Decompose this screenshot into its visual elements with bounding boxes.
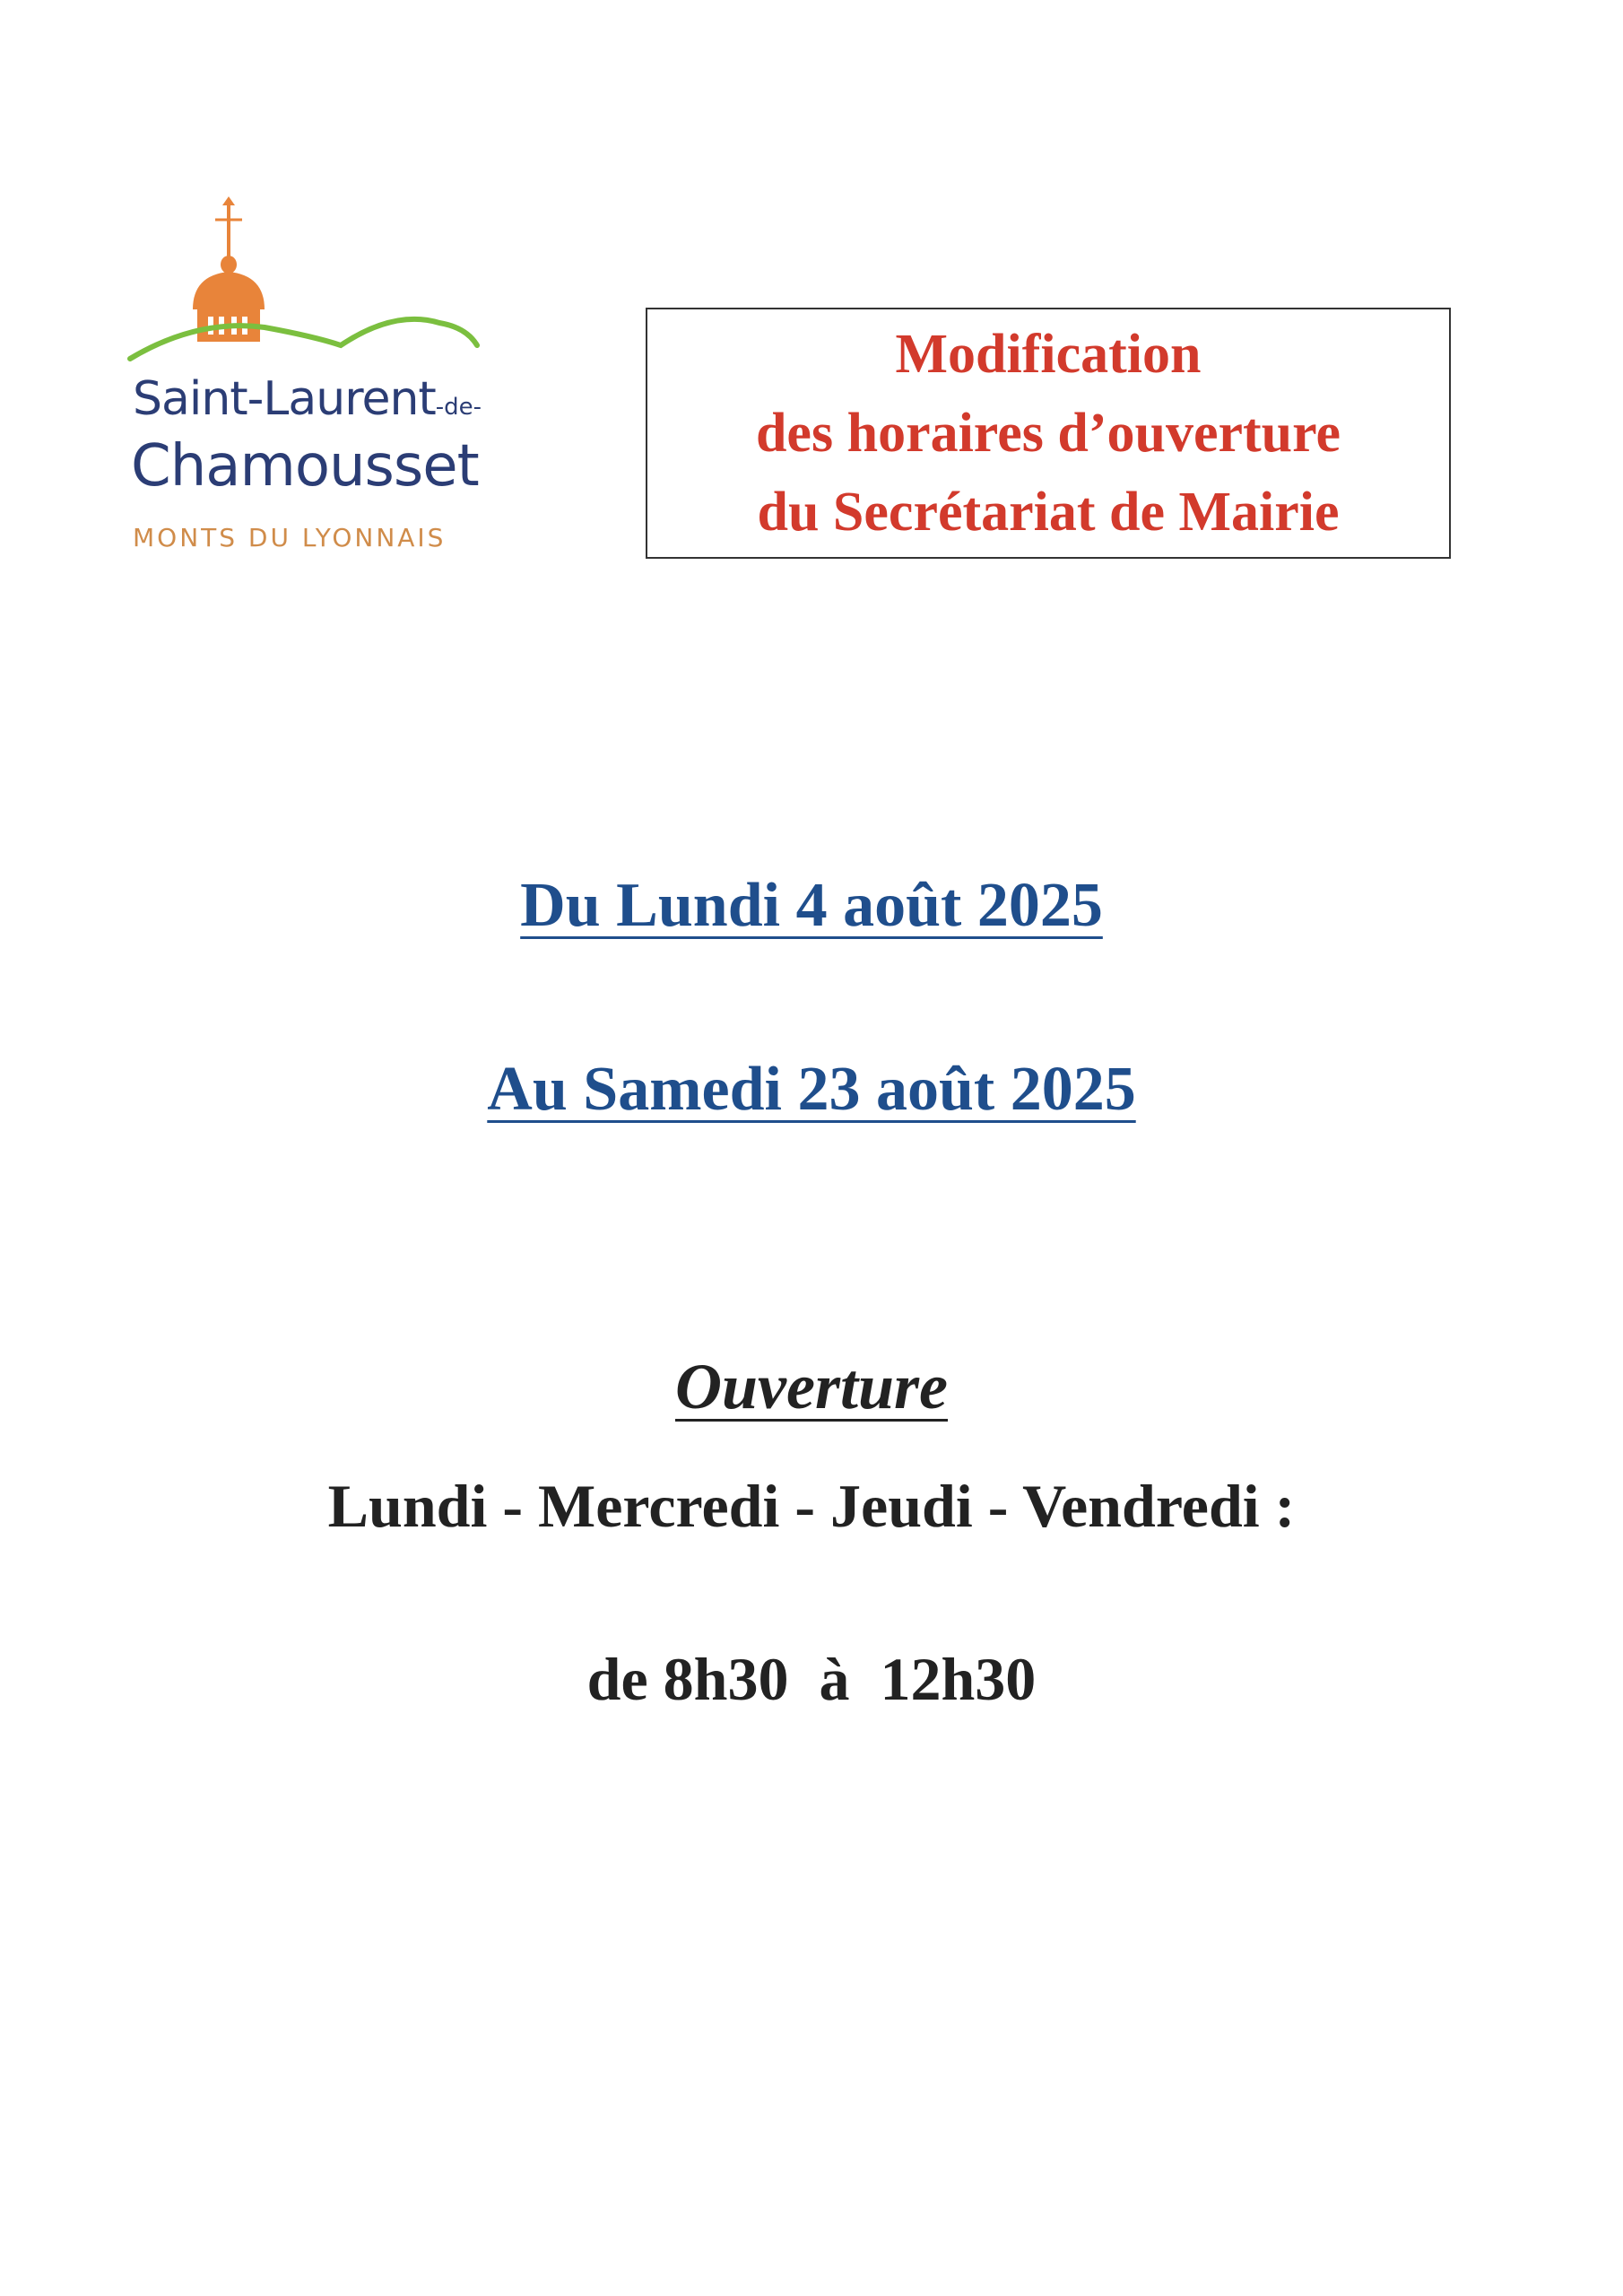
logo-town-name-bottom: Chamousset xyxy=(131,433,479,500)
opening-heading: Ouverture xyxy=(675,1351,948,1422)
period-end: Au Samedi 23 août 2025 xyxy=(487,1055,1136,1124)
logo-region: MONTS DU LYONNAIS xyxy=(133,523,447,552)
logo-town-name-top: Saint-Laurent-de- xyxy=(133,372,482,426)
opening-hours: de 8h30 à 12h30 xyxy=(586,1645,1037,1713)
church-hills-icon xyxy=(126,193,502,372)
notice-title-box xyxy=(646,308,1451,559)
title-line-3: du Secrétariat de Mairie xyxy=(757,482,1340,543)
title-line-2: des horaires d’ouverture xyxy=(755,403,1341,464)
municipality-logo xyxy=(126,193,502,561)
opening-days: Lundi - Mercredi - Jeudi - Vendredi : xyxy=(327,1472,1296,1540)
period-start: Du Lundi 4 août 2025 xyxy=(520,871,1103,940)
title-line-1: Modification xyxy=(895,324,1202,385)
